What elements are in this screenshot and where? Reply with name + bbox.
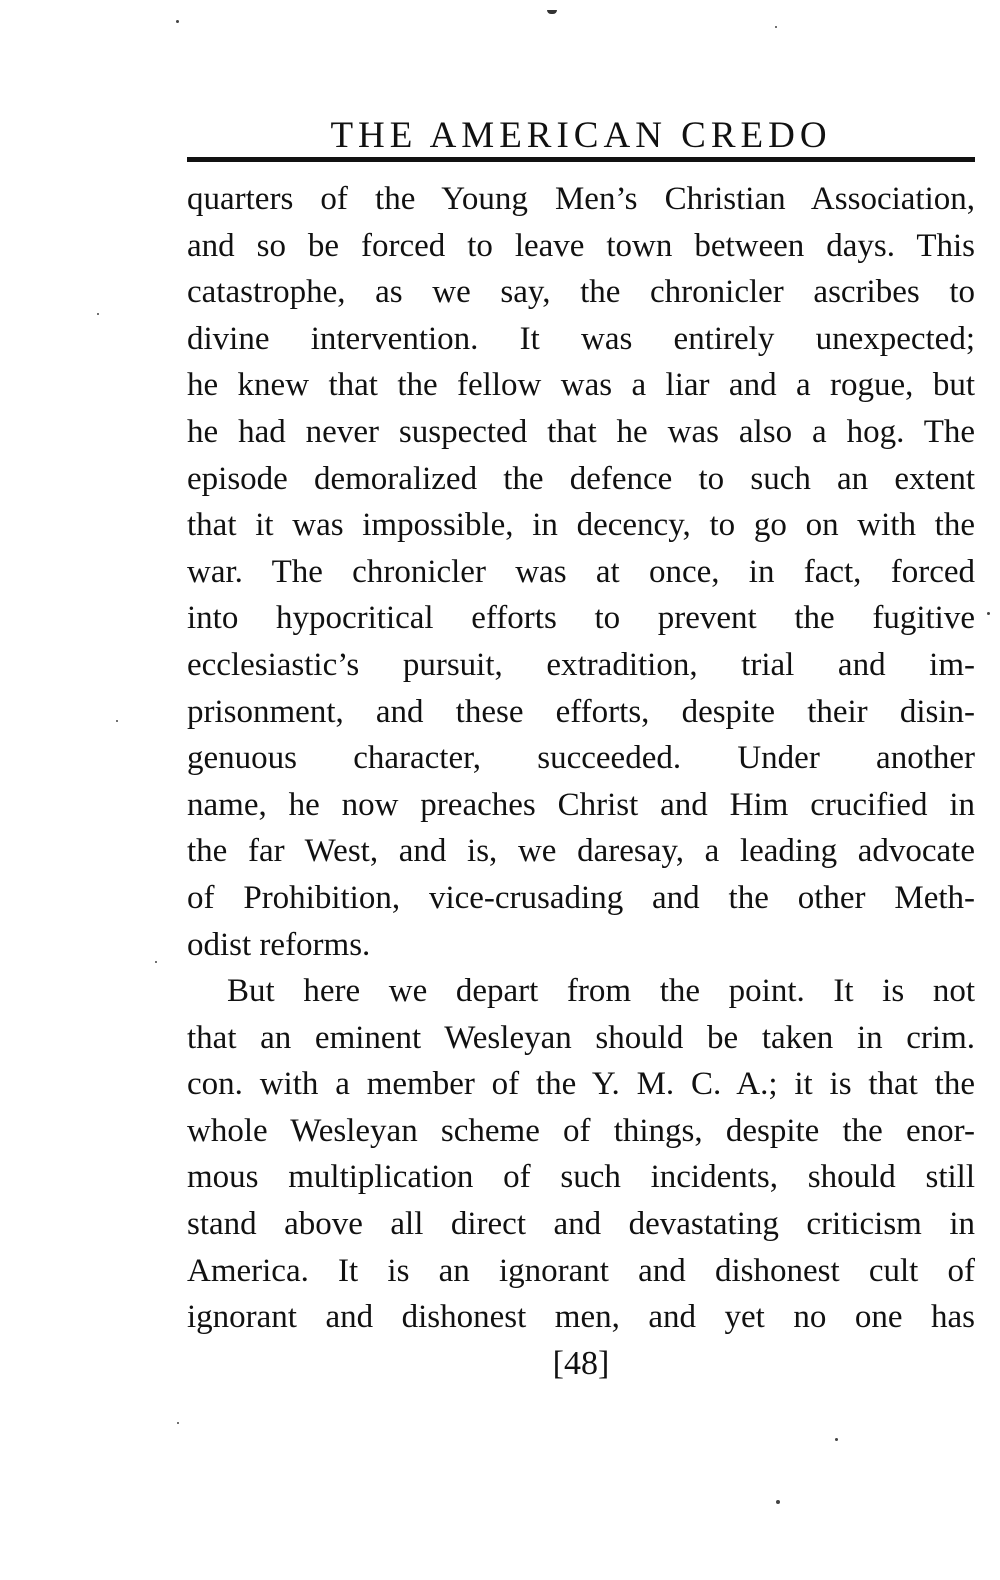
text-line: that an eminent Wesleyan should be taken in crim. [187,1019,975,1056]
text-line: episode demoralized the defence to such an extent [187,460,975,497]
text-line: and so be forced to leave town between days. This [187,227,975,264]
body-text [187,176,975,1341]
text-line: stand above all direct and devastating criticism in [187,1206,975,1243]
paragraph-1 [187,176,975,968]
header-rule [187,157,975,162]
scan-speck [97,313,99,315]
scan-speck [987,612,990,615]
scan-speck [177,1422,179,1424]
text-line: he knew that the fellow was a liar and a rogue, but [187,367,975,404]
text-line: America. It is an ignorant and dishonest cult of [187,1252,975,1289]
scan-speck [835,1438,838,1441]
scan-speck [547,10,557,14]
paragraph-2 [187,968,975,1341]
text-line: name, he now preaches Christ and Him crucified in [187,786,975,823]
text-line: catastrophe, as we say, the chronicler ascribes to [187,274,975,311]
text-line: war. The chronicler was at once, in fact, forced [187,553,975,590]
text-line: con. with a member of the Y. M. C. A.; it is that the [187,1066,975,1103]
text-line: ecclesiastic’s pursuit, extradition, trial and im- [187,646,975,683]
text-line: ignorant and dishonest men, and yet no one has [187,1299,975,1336]
text-line: the far West, and is, we daresay, a leading advocate [187,833,975,870]
text-line: genuous character, succeeded. Under another [187,740,975,777]
scan-speck [776,1500,780,1504]
text-line: whole Wesleyan scheme of things, despite the enor- [187,1112,975,1149]
text-line: that it was impossible, in decency, to go on with the [187,507,975,544]
scan-speck [116,720,118,722]
page-number: [48] [552,1345,610,1382]
text-line: prisonment, and these efforts, despite their disin- [187,693,975,730]
scan-speck [155,961,157,963]
scan-speck [775,26,777,28]
text-line: into hypocritical efforts to prevent the fugitive [187,600,975,637]
text-line: mous multiplication of such incidents, should still [187,1159,975,1196]
text-line: But here we depart from the point. It is not [227,973,975,1010]
text-line: odist reforms. [187,926,371,963]
text-line: of Prohibition, vice-crusading and the other Meth- [187,879,975,916]
scan-speck [176,20,179,23]
text-line: divine intervention. It was entirely unexpected; [187,320,975,357]
text-line: quarters of the Young Men’s Christian Association, [187,181,975,217]
text-line: he had never suspected that he was also a hog. The [187,413,975,450]
running-head: THE AMERICAN CREDO [330,115,832,156]
